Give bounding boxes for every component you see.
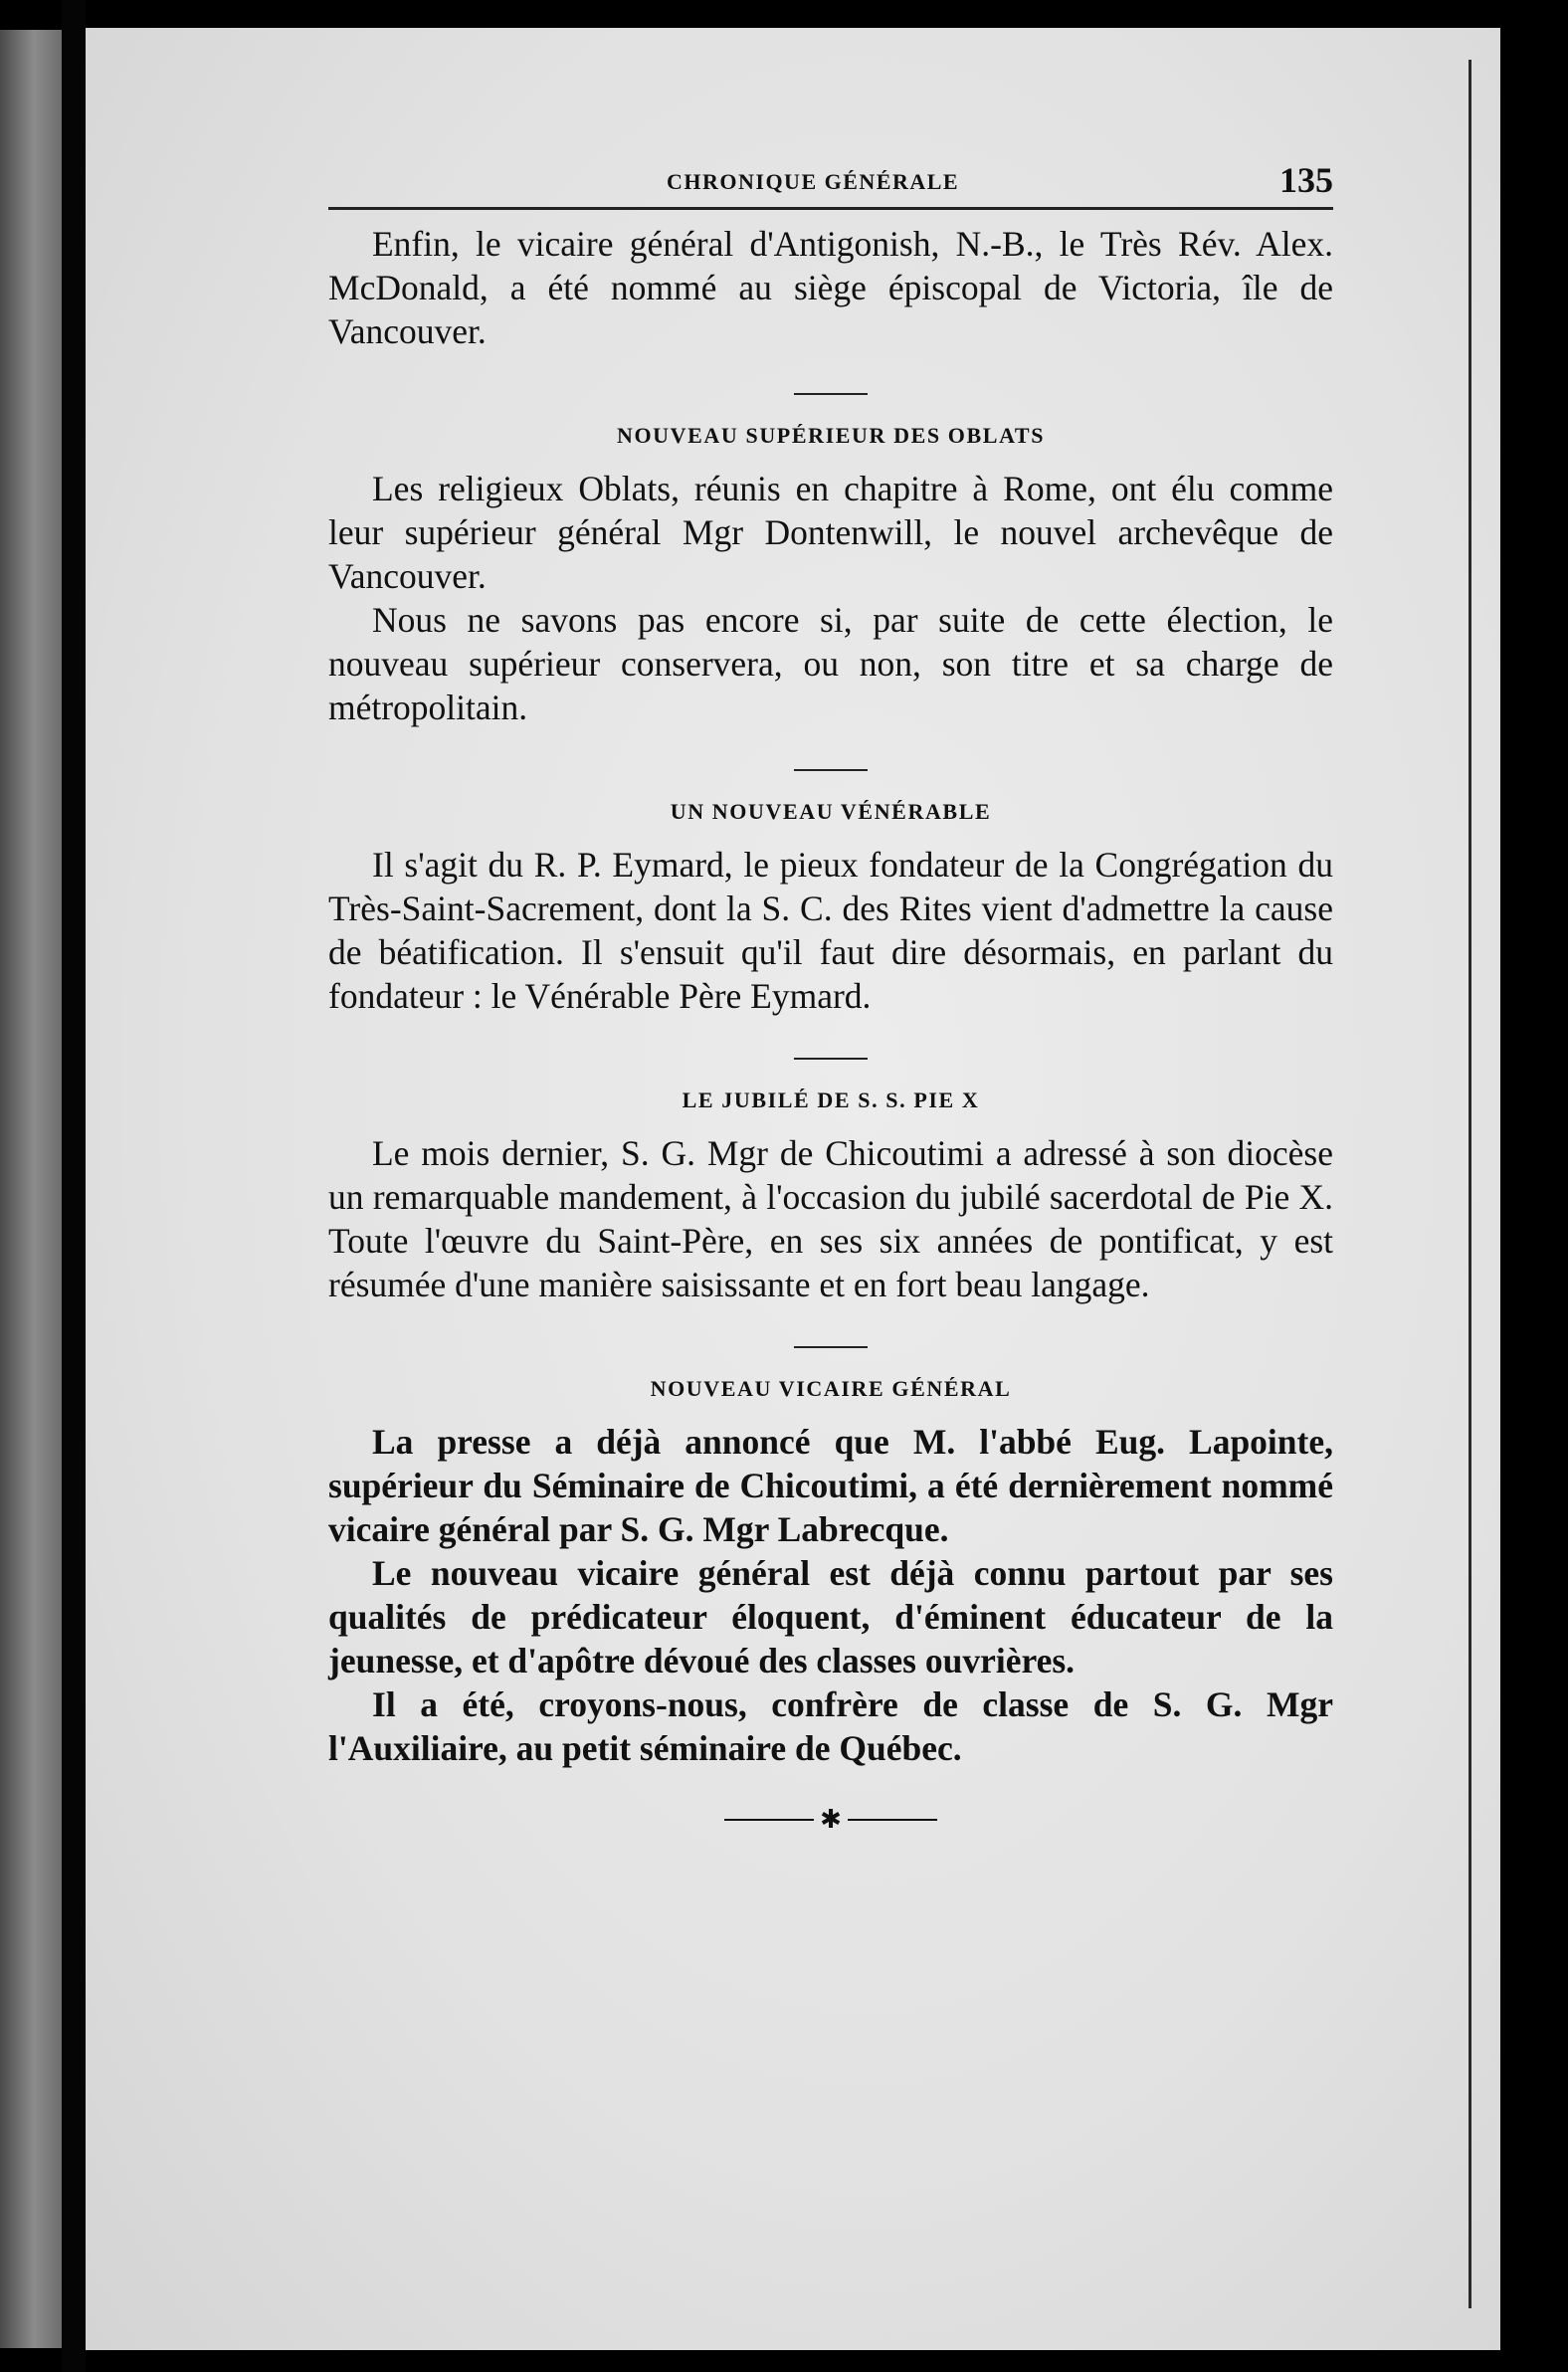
section-divider	[794, 393, 868, 395]
page-number: 135	[1279, 160, 1333, 200]
ornament-star-icon: ✱	[820, 1805, 842, 1834]
ornament-rule-left	[724, 1819, 814, 1821]
section-divider	[794, 1346, 868, 1348]
paragraph: Nous ne savons pas encore si, par suite de cette élection, le nouveau supérieur conservera, ou non, son titre et sa charge de métropolitain.	[328, 600, 1333, 727]
section-divider	[794, 769, 868, 771]
section-heading: NOUVEAU VICAIRE GÉNÉRAL	[650, 1376, 1012, 1401]
running-head	[328, 159, 1333, 210]
section-jubile	[328, 1087, 1333, 1306]
section-oblats	[328, 423, 1333, 729]
section-mcdonald	[328, 222, 1333, 353]
section-vicaire	[328, 1376, 1333, 1770]
book-gutter	[62, 0, 86, 2372]
section-heading: NOUVEAU SUPÉRIEUR DES OBLATS	[616, 423, 1046, 448]
paragraph: Les religieux Oblats, réunis en chapitre à Rome, ont élu comme leur supérieur général Mgr Dontenwill, le nouvel archevêque de Vancouver.	[328, 469, 1333, 596]
paragraph: Le nouveau vicaire général est déjà connu partout par ses qualités de prédicateur éloquent, d'éminent éducateur de la jeunesse, et d'apôtre dévoué des classes ouvrières.	[328, 1553, 1333, 1680]
page-content	[328, 159, 1333, 1834]
section-heading: LE JUBILÉ DE S. S. PIE X	[682, 1087, 980, 1112]
previous-page-edge	[0, 30, 62, 2348]
paragraph: Il s'agit du R. P. Eymard, le pieux fondateur de la Congrégation du Très-Saint-Sacrement, dont la S. C. des Rites vient d'admettre la cause de béatification. Il s'ensuit qu'il faut dire désormais, en parlant du fondateur : le Vénérable Père Eymard.	[328, 845, 1333, 1016]
paragraph: Enfin, le vicaire général d'Antigonish, N.-B., le Très Rév. Alex. McDonald, a été nommé au siège épiscopal de Victoria, île de Vancouver.	[328, 224, 1333, 351]
paragraph: Il a été, croyons-nous, confrère de classe de S. G. Mgr l'Auxiliaire, au petit séminaire de Québec.	[328, 1684, 1333, 1768]
ornament-rule-right	[848, 1819, 937, 1821]
end-ornament	[328, 1805, 1333, 1834]
paragraph: Le mois dernier, S. G. Mgr de Chicoutimi a adressé à son diocèse un remarquable mandement, à l'occasion du jubilé sacerdotal de Pie X. Toute l'œuvre du Saint-Père, en ses six années de pontificat, y est résumée d'une manière saisissante et en fort beau langage.	[328, 1133, 1333, 1304]
section-divider	[794, 1058, 868, 1060]
section-heading: UN NOUVEAU VÉNÉRABLE	[670, 799, 992, 824]
right-margin-dark	[1500, 0, 1568, 2372]
section-venerable	[328, 799, 1333, 1018]
paragraph: La presse a déjà annoncé que M. l'abbé Eug. Lapointe, supérieur du Séminaire de Chicoutimi, a été dernièrement nommé vicaire général par S. G. Mgr Labrecque.	[328, 1422, 1333, 1549]
running-title: CHRONIQUE GÉNÉRALE	[667, 169, 960, 194]
page-edge-line	[1469, 60, 1471, 2308]
